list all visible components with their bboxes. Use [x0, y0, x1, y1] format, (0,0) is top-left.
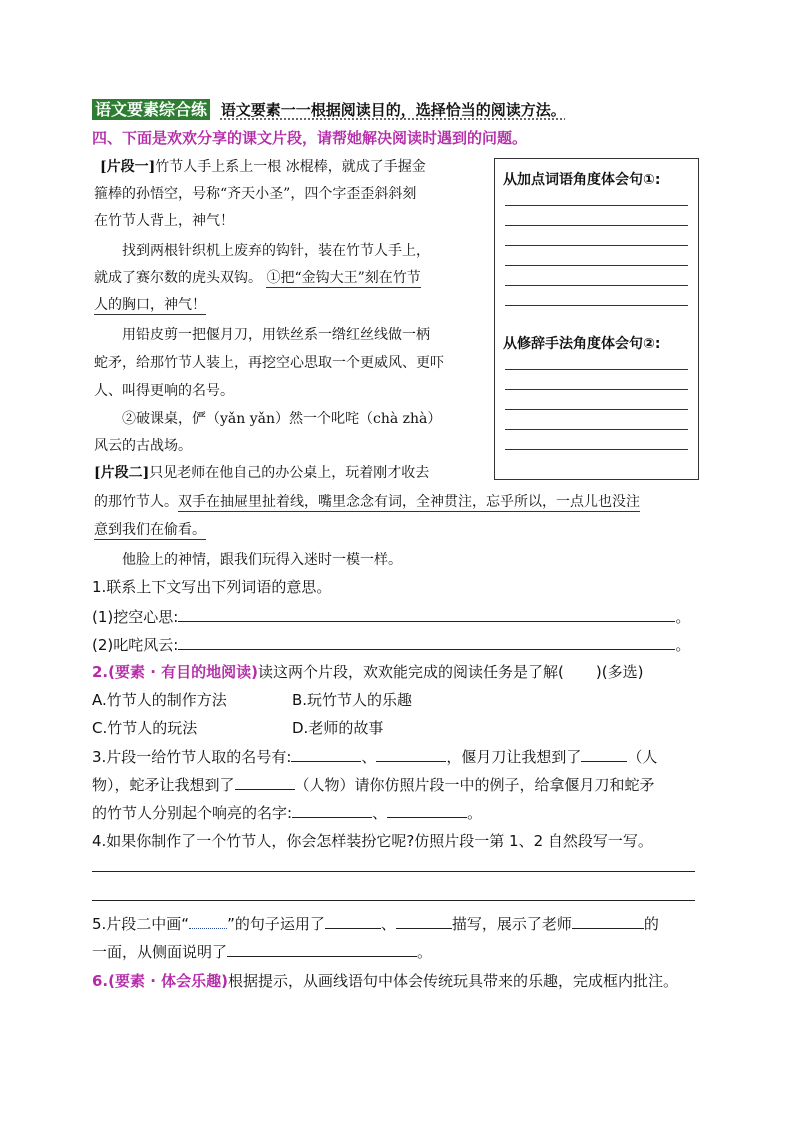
- box-title-2: 从修辞手法角度体会句②:: [503, 336, 661, 352]
- answer-blank[interactable]: [581, 747, 627, 762]
- passage-p4-line1: ②破课桌，俨（yǎn yǎn）然一个叱咤（chà zhà）: [122, 411, 442, 427]
- answer-line[interactable]: [505, 389, 688, 390]
- answer-blank[interactable]: [396, 914, 452, 929]
- passage-p3-line3: 人、叫得更响的名号。: [94, 383, 234, 399]
- answer-blank[interactable]: [227, 942, 417, 957]
- passage-p6-line1: 他脸上的神情，跟我们玩得入迷时一模一样。: [122, 552, 402, 568]
- passage-p5-line1: [片段二]只见老师在他自己的办公桌上，玩着刚才收去: [94, 465, 430, 481]
- answer-blank[interactable]: [376, 747, 446, 762]
- q3-line3: 的竹节人分别起个响亮的名字: 、 。: [92, 804, 483, 822]
- answer-line[interactable]: [505, 245, 688, 246]
- answer-blank[interactable]: [572, 914, 644, 929]
- answer-line[interactable]: [505, 205, 688, 206]
- q1b: (2)叱咤风云: 。: [92, 636, 691, 654]
- passage-p2-line1: 找到两根针织机上废弃的钩针，装在竹节人手上，: [122, 243, 430, 259]
- passage-p1-line3: 在竹节人背上，神气！: [94, 213, 234, 229]
- q3-line2: 物），蛇矛让我想到了 （人物）请你仿照片段一中的例子，给拿偃月刀和蛇矛: [92, 776, 655, 794]
- q6: 6.(要素 · 体会乐趣)根据提示，从画线语句中体会传统玩具带来的乐趣，完成框内批注。: [92, 972, 679, 990]
- q1a: (1)挖空心思: 。: [92, 608, 691, 626]
- passage-p2-line2: 就成了赛尔数的虎头双钩。 ①把“金钩大王”刻在竹节: [94, 270, 421, 286]
- answer-line[interactable]: [505, 369, 688, 370]
- answer-line[interactable]: [92, 900, 695, 901]
- passage-p4-line2: 风云的古战场。: [94, 438, 192, 454]
- answer-line[interactable]: [505, 285, 688, 286]
- q2: 2.(要素 · 有目的地阅读)读这两个片段，欢欢能完成的阅读任务是了解( )(多选): [92, 663, 644, 681]
- passage-p1-line2: 箍棒的孙悟空，号称“齐天小圣”，四个字歪歪斜斜刻: [94, 186, 417, 202]
- section-title: 四、下面是欢欢分享的课文片段，请帮她解决阅读时遇到的问题。: [92, 129, 528, 147]
- option-b: B.玩竹节人的乐趣: [292, 691, 413, 709]
- answer-line[interactable]: [92, 871, 695, 872]
- passage-p2-line3: 人的胸口，神气！: [94, 297, 206, 313]
- option-d: D.老师的故事: [292, 719, 384, 737]
- q5-line1: 5.片段二中画“ ”的句子运用了 、 描写，展示了老师 的: [92, 915, 659, 933]
- header-line: [92, 97, 566, 120]
- box-title-1: 从加点词语角度体会句①:: [503, 172, 661, 188]
- header-intro: 语文要素一一根据阅读目的，选择恰当的阅读方法。: [220, 101, 566, 119]
- answer-blank[interactable]: [291, 747, 361, 762]
- answer-line[interactable]: [505, 409, 688, 410]
- answer-line[interactable]: [505, 305, 688, 306]
- q5-line2: 一面，从侧面说明了 。: [92, 943, 433, 961]
- passage-p1-line1: [片段一]竹节人手上系上一根 冰棍棒，就成了手握金: [100, 159, 426, 175]
- passage-p3-line2: 蛇矛，给那竹节人装上，再挖空心思取一个更威风、更吓: [94, 355, 444, 371]
- answer-blank[interactable]: [235, 775, 295, 790]
- answer-blank[interactable]: [325, 914, 381, 929]
- passage-p5-line3: 意到我们在偷看。: [94, 522, 206, 538]
- answer-line[interactable]: [505, 265, 688, 266]
- option-a: A.竹节人的制作方法: [92, 691, 227, 709]
- q1-title: 1.联系上下文写出下列词语的意思。: [92, 578, 332, 596]
- answer-blank[interactable]: [387, 803, 467, 818]
- answer-line[interactable]: [505, 225, 688, 226]
- option-c: C.竹节人的玩法: [92, 719, 198, 737]
- passage-p5-line2: 的那竹节人。双手在抽屉里扯着线，嘴里念念有词，全神贯注，忘乎所以，一点儿也没注: [94, 494, 640, 510]
- answer-line[interactable]: [505, 429, 688, 430]
- q3-line1: 3.片段一给竹节人取的名号有: 、 ，偃月刀让我想到了 （人: [92, 748, 658, 766]
- passage-p3-line1: 用铅皮剪一把偃月刀，用铁丝系一绺红丝线做一柄: [122, 327, 430, 343]
- q4: 4.如果你制作了一个竹节人，你会怎样装扮它呢?仿照片段一第 1、2 自然段写一写。: [92, 832, 653, 850]
- section-tag: 语文要素综合练: [92, 99, 210, 120]
- answer-blank[interactable]: [178, 607, 675, 622]
- answer-line[interactable]: [505, 449, 688, 450]
- answer-blank[interactable]: [178, 635, 675, 650]
- annotation-box: [494, 158, 699, 480]
- wavy-mark-icon: [189, 916, 227, 929]
- answer-blank[interactable]: [292, 803, 372, 818]
